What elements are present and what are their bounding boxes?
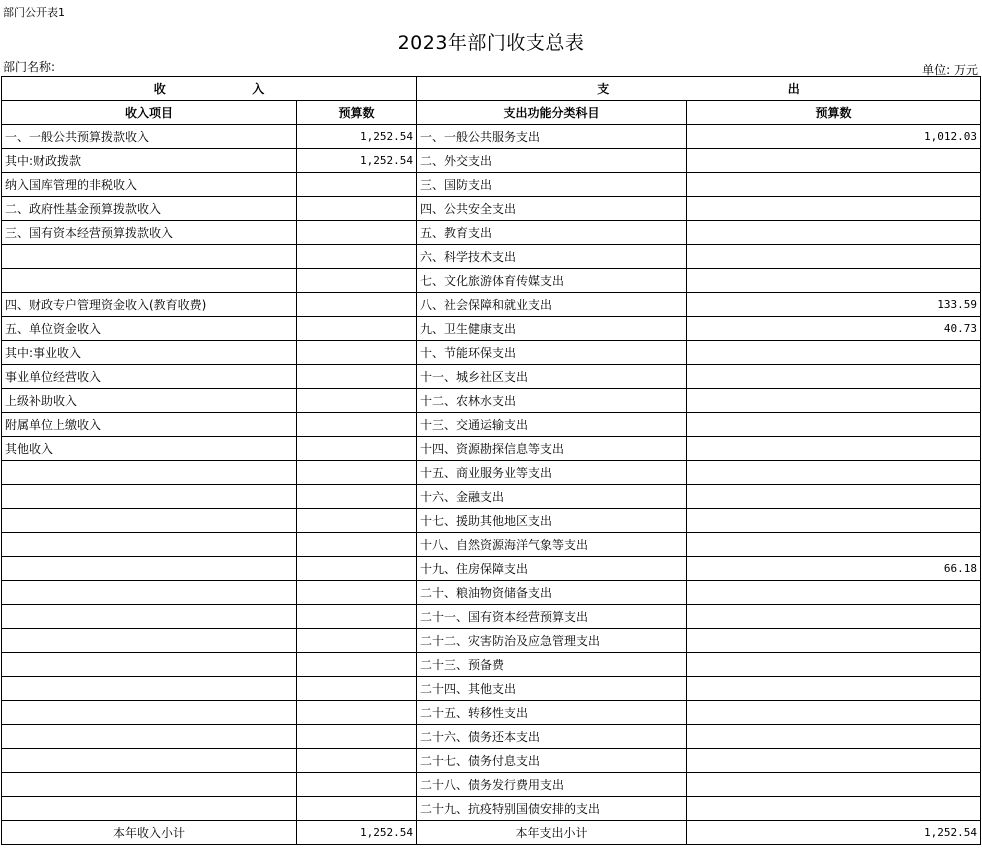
expense-item-cell: 二、外交支出	[417, 149, 687, 173]
table-row	[2, 581, 981, 605]
totals-row	[2, 821, 981, 845]
income-amount-cell	[297, 797, 417, 821]
expense-amount-cell	[687, 413, 981, 437]
table-body	[2, 125, 981, 821]
table-row	[2, 461, 981, 485]
income-item-cell	[2, 533, 297, 557]
expense-amount-cell	[687, 149, 981, 173]
expense-item-cell: 十七、援助其他地区支出	[417, 509, 687, 533]
income-amount-cell	[297, 749, 417, 773]
table-row	[2, 293, 981, 317]
expense-item-cell: 十一、城乡社区支出	[417, 365, 687, 389]
income-item-cell	[2, 653, 297, 677]
expense-amount-cell	[687, 245, 981, 269]
table-row	[2, 509, 981, 533]
income-item-cell: 五、单位资金收入	[2, 317, 297, 341]
expense-item-cell: 二十九、抗疫特别国债安排的支出	[417, 797, 687, 821]
expense-item-cell: 三、国防支出	[417, 173, 687, 197]
income-total-label: 本年收入小计	[2, 821, 297, 845]
income-item-cell	[2, 701, 297, 725]
income-amount-cell	[297, 437, 417, 461]
expense-item-cell: 六、科学技术支出	[417, 245, 687, 269]
expense-item-cell: 二十一、国有资本经营预算支出	[417, 605, 687, 629]
expense-amount-cell: 40.73	[687, 317, 981, 341]
expense-item-cell: 八、社会保障和就业支出	[417, 293, 687, 317]
expense-amount-cell: 133.59	[687, 293, 981, 317]
expense-amount-cell	[687, 797, 981, 821]
expense-item-cell: 二十、粮油物资储备支出	[417, 581, 687, 605]
income-amount-cell	[297, 509, 417, 533]
expense-item-cell: 九、卫生健康支出	[417, 317, 687, 341]
income-amount-cell: 1,252.54	[297, 149, 417, 173]
table-row	[2, 533, 981, 557]
expense-item-cell: 十、节能环保支出	[417, 341, 687, 365]
income-amount-cell	[297, 221, 417, 245]
expense-amount-cell	[687, 197, 981, 221]
income-item-cell: 事业单位经营收入	[2, 365, 297, 389]
expense-item-cell: 十八、自然资源海洋气象等支出	[417, 533, 687, 557]
income-item-cell	[2, 605, 297, 629]
table-row	[2, 677, 981, 701]
income-item-cell	[2, 245, 297, 269]
income-item-cell: 一、一般公共预算拨款收入	[2, 125, 297, 149]
table-row	[2, 149, 981, 173]
expense-item-cell: 二十六、债务还本支出	[417, 725, 687, 749]
income-amount-cell	[297, 197, 417, 221]
expense-item-cell: 二十七、债务付息支出	[417, 749, 687, 773]
income-amount-cell	[297, 557, 417, 581]
income-amount-cell	[297, 653, 417, 677]
expense-item-header: 支出功能分类科目	[417, 101, 687, 125]
income-amount-cell	[297, 293, 417, 317]
expense-amount-cell	[687, 773, 981, 797]
expense-amount-cell	[687, 653, 981, 677]
income-item-cell: 其中:财政拨款	[2, 149, 297, 173]
income-amount-cell	[297, 533, 417, 557]
income-item-cell	[2, 773, 297, 797]
expense-item-cell: 二十三、预备费	[417, 653, 687, 677]
expense-amount-cell	[687, 365, 981, 389]
income-amount-cell	[297, 485, 417, 509]
table-row	[2, 173, 981, 197]
expense-item-cell: 五、教育支出	[417, 221, 687, 245]
table-row	[2, 485, 981, 509]
expense-item-cell: 十四、资源勘探信息等支出	[417, 437, 687, 461]
table-row	[2, 221, 981, 245]
income-amount-cell	[297, 605, 417, 629]
expense-amount-cell	[687, 677, 981, 701]
income-amount-cell	[297, 269, 417, 293]
expense-amount-cell: 1,012.03	[687, 125, 981, 149]
table-row	[2, 269, 981, 293]
income-amount-cell	[297, 317, 417, 341]
income-amount-cell	[297, 773, 417, 797]
table-row	[2, 749, 981, 773]
column-header-row	[2, 101, 981, 125]
expense-item-cell: 四、公共安全支出	[417, 197, 687, 221]
income-amount-cell	[297, 389, 417, 413]
table-row	[2, 317, 981, 341]
expense-amount-cell	[687, 701, 981, 725]
table-row	[2, 413, 981, 437]
income-item-cell	[2, 749, 297, 773]
department-name-label: 部门名称:	[3, 60, 56, 74]
income-group-char-1: 收	[153, 82, 166, 96]
income-amount-cell: 1,252.54	[297, 125, 417, 149]
table-row	[2, 245, 981, 269]
income-amount-cell	[297, 677, 417, 701]
expense-item-cell: 十三、交通运输支出	[417, 413, 687, 437]
income-amount-cell	[297, 629, 417, 653]
table-row	[2, 125, 981, 149]
income-total-amount: 1,252.54	[297, 821, 417, 845]
table-row	[2, 341, 981, 365]
expense-item-cell: 二十五、转移性支出	[417, 701, 687, 725]
income-item-cell: 三、国有资本经营预算拨款收入	[2, 221, 297, 245]
expense-amount-cell	[687, 221, 981, 245]
income-amount-cell	[297, 725, 417, 749]
income-amount-cell	[297, 245, 417, 269]
income-group-header	[2, 77, 417, 101]
income-item-cell: 上级补助收入	[2, 389, 297, 413]
page-title: 2023年部门收支总表	[397, 32, 585, 54]
document-code-label: 部门公开表1	[3, 6, 65, 19]
income-item-cell	[2, 557, 297, 581]
expense-group-header	[417, 77, 981, 101]
income-amount-header: 预算数	[297, 101, 417, 125]
income-amount-cell	[297, 461, 417, 485]
expense-amount-cell	[687, 749, 981, 773]
expense-amount-cell	[687, 533, 981, 557]
table-row	[2, 725, 981, 749]
expense-amount-cell	[687, 173, 981, 197]
income-amount-cell	[297, 341, 417, 365]
table-row	[2, 605, 981, 629]
income-item-cell	[2, 725, 297, 749]
expense-amount-cell	[687, 485, 981, 509]
expense-total-amount: 1,252.54	[687, 821, 981, 845]
expense-item-cell: 十九、住房保障支出	[417, 557, 687, 581]
table-row	[2, 773, 981, 797]
income-item-cell: 纳入国库管理的非税收入	[2, 173, 297, 197]
income-item-cell	[2, 797, 297, 821]
table-row	[2, 557, 981, 581]
expense-amount-header: 预算数	[687, 101, 981, 125]
table-row	[2, 653, 981, 677]
income-item-cell	[2, 677, 297, 701]
expense-total-label: 本年支出小计	[417, 821, 687, 845]
expense-amount-cell	[687, 389, 981, 413]
expense-group-char-1: 支	[597, 82, 610, 96]
table-row	[2, 197, 981, 221]
expense-item-cell: 七、文化旅游体育传媒支出	[417, 269, 687, 293]
income-item-cell	[2, 461, 297, 485]
table-row	[2, 389, 981, 413]
expense-amount-cell	[687, 581, 981, 605]
expense-item-cell: 二十八、债务发行费用支出	[417, 773, 687, 797]
expense-item-cell: 十六、金融支出	[417, 485, 687, 509]
group-header-row	[2, 77, 981, 101]
table-row	[2, 701, 981, 725]
income-item-cell	[2, 485, 297, 509]
expense-amount-cell	[687, 437, 981, 461]
income-amount-cell	[297, 413, 417, 437]
income-item-cell	[2, 581, 297, 605]
table-row	[2, 629, 981, 653]
budget-summary-table	[1, 76, 981, 845]
expense-amount-cell	[687, 341, 981, 365]
income-item-cell	[2, 509, 297, 533]
income-group-char-2: 入	[252, 82, 265, 96]
income-item-cell	[2, 269, 297, 293]
expense-item-cell: 一、一般公共服务支出	[417, 125, 687, 149]
expense-amount-cell	[687, 461, 981, 485]
income-item-cell: 其他收入	[2, 437, 297, 461]
income-amount-cell	[297, 581, 417, 605]
income-amount-cell	[297, 701, 417, 725]
income-item-cell: 其中:事业收入	[2, 341, 297, 365]
expense-item-cell: 二十二、灾害防治及应急管理支出	[417, 629, 687, 653]
expense-group-char-2: 出	[787, 82, 800, 96]
income-amount-cell	[297, 173, 417, 197]
table-row	[2, 437, 981, 461]
expense-amount-cell	[687, 509, 981, 533]
expense-amount-cell	[687, 269, 981, 293]
table-row	[2, 797, 981, 821]
expense-amount-cell	[687, 629, 981, 653]
expense-amount-cell	[687, 725, 981, 749]
income-item-header: 收入项目	[2, 101, 297, 125]
unit-label: 单位: 万元	[922, 63, 978, 77]
income-item-cell	[2, 629, 297, 653]
expense-amount-cell	[687, 605, 981, 629]
income-amount-cell	[297, 365, 417, 389]
expense-item-cell: 十二、农林水支出	[417, 389, 687, 413]
table-row	[2, 365, 981, 389]
income-item-cell: 二、政府性基金预算拨款收入	[2, 197, 297, 221]
income-item-cell: 四、财政专户管理资金收入(教育收费)	[2, 293, 297, 317]
income-item-cell: 附属单位上缴收入	[2, 413, 297, 437]
expense-item-cell: 二十四、其他支出	[417, 677, 687, 701]
expense-amount-cell: 66.18	[687, 557, 981, 581]
expense-item-cell: 十五、商业服务业等支出	[417, 461, 687, 485]
